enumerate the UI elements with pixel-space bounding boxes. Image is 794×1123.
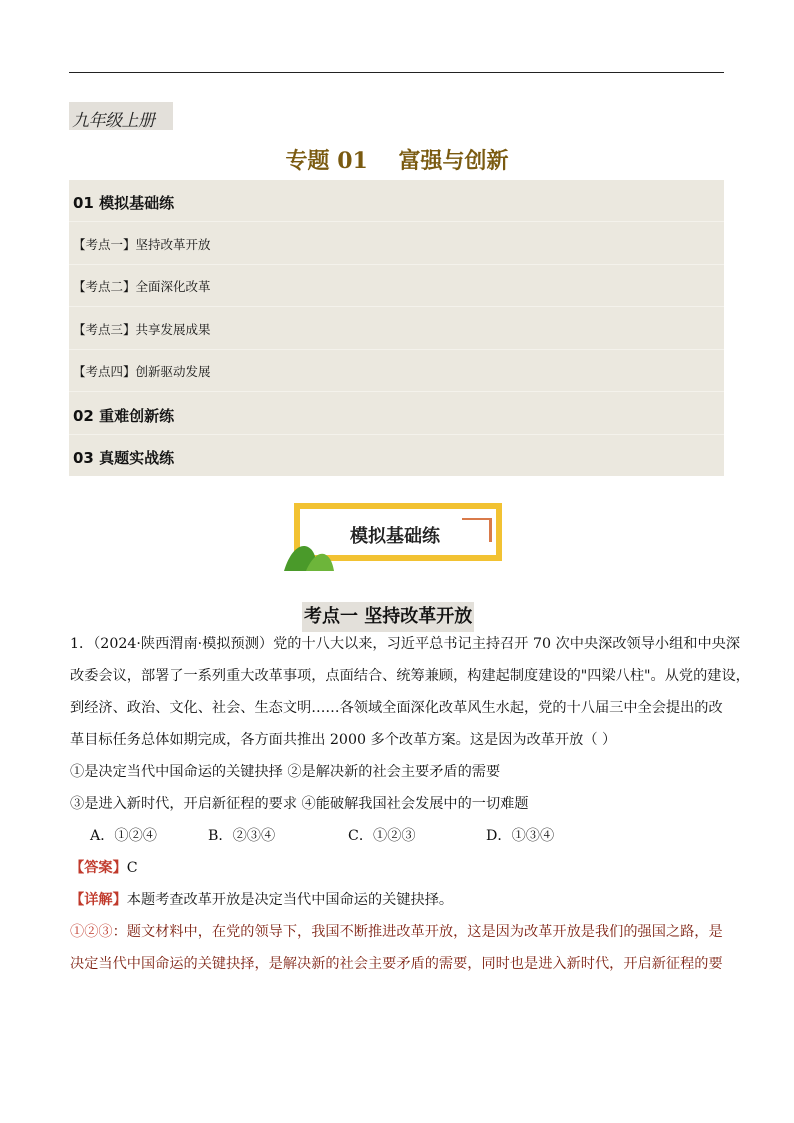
- option-a[interactable]: A．①②④: [90, 828, 157, 844]
- toc-item-label: 03 真题实战练: [73, 449, 175, 467]
- statement-line: ③是进入新时代，开启新征程的要求 ④能破解我国社会发展中的一切难题: [70, 796, 529, 812]
- grade-tag: [69, 102, 173, 130]
- header-rule: [69, 72, 724, 73]
- detail-line: [70, 892, 730, 908]
- toc-item-label: 【考点一】坚持改革开放: [73, 237, 211, 252]
- detail-text: 本题考查改革开放是决定当代中国命运的关键抉择。: [126, 892, 454, 908]
- toc-item-label: 【考点四】创新驱动发展: [73, 364, 211, 379]
- topic-prefix: 专题: [285, 149, 330, 174]
- banner-decor-line: [462, 518, 492, 520]
- section-title: 考点一 坚持改革开放: [302, 602, 474, 632]
- option-d[interactable]: D．①③④: [486, 828, 555, 844]
- topic-number: 01: [337, 148, 368, 174]
- answer-label: 【答案】: [70, 860, 127, 876]
- toc-item[interactable]: [69, 435, 724, 476]
- toc-item-label: 【考点二】全面深化改革: [73, 279, 211, 294]
- question-line: 改委会议，部署了一系列重大改革事项，点面结合、统筹兼顾，构建起制度建设的"四梁八柱"。从党的建设，: [70, 668, 750, 684]
- question-line: 到经济、政治、文化、社会、生态文明……各领域全面深化改革风生水起，党的十八届三中全会提出的改: [70, 700, 723, 716]
- answer-value: C: [126, 860, 138, 876]
- answer-line: [70, 860, 730, 876]
- toc-item-label: 02 重难创新练: [73, 407, 175, 425]
- banner-label: 模拟基础练: [350, 526, 440, 547]
- toc-item[interactable]: [69, 350, 724, 392]
- detail-body-line: [70, 956, 730, 972]
- question-line: 1．（2024·陕西渭南·模拟预测）党的十八大以来，习近平总书记主持召开 70 次中央深改领导小组和中央深: [70, 636, 741, 652]
- option-b[interactable]: B．②③④: [208, 828, 276, 844]
- toc-item[interactable]: [69, 180, 724, 222]
- topic-name: 富强与创新: [398, 149, 509, 174]
- detail-label: 【详解】: [70, 892, 127, 908]
- question-line: 革目标任务总体如期完成，各方面共推出 2000 多个改革方案。这是因为改革开放（ ）: [70, 732, 617, 748]
- detail-body-text: ：题文材料中，在党的领导下，我国不断推进改革开放，这是因为改革开放是我们的强国之路，是: [112, 924, 723, 940]
- toc-item-label: 【考点三】共享发展成果: [73, 322, 211, 337]
- detail-body-text: 决定当代中国命运的关键抉择，是解决新的社会主要矛盾的需要，同时也是进入新时代，开启新征程的要: [70, 956, 723, 972]
- option-c[interactable]: C．①②③: [348, 828, 416, 844]
- detail-body-line: [70, 924, 730, 940]
- hills-icon: [284, 537, 334, 571]
- statement-line: ①是决定当代中国命运的关键抉择 ②是解决新的社会主要矛盾的需要: [70, 764, 501, 780]
- toc-item-label: 01 模拟基础练: [73, 194, 175, 212]
- toc-item[interactable]: [69, 308, 724, 350]
- banner-decor-bar: [489, 518, 492, 542]
- topic-title: [0, 144, 794, 175]
- detail-marker: ①②③: [70, 924, 113, 940]
- toc-item[interactable]: [69, 223, 724, 265]
- grade-label: 九年级上册: [72, 111, 155, 131]
- toc-item[interactable]: [69, 265, 724, 307]
- toc-item[interactable]: [69, 393, 724, 435]
- table-of-contents: [69, 180, 724, 476]
